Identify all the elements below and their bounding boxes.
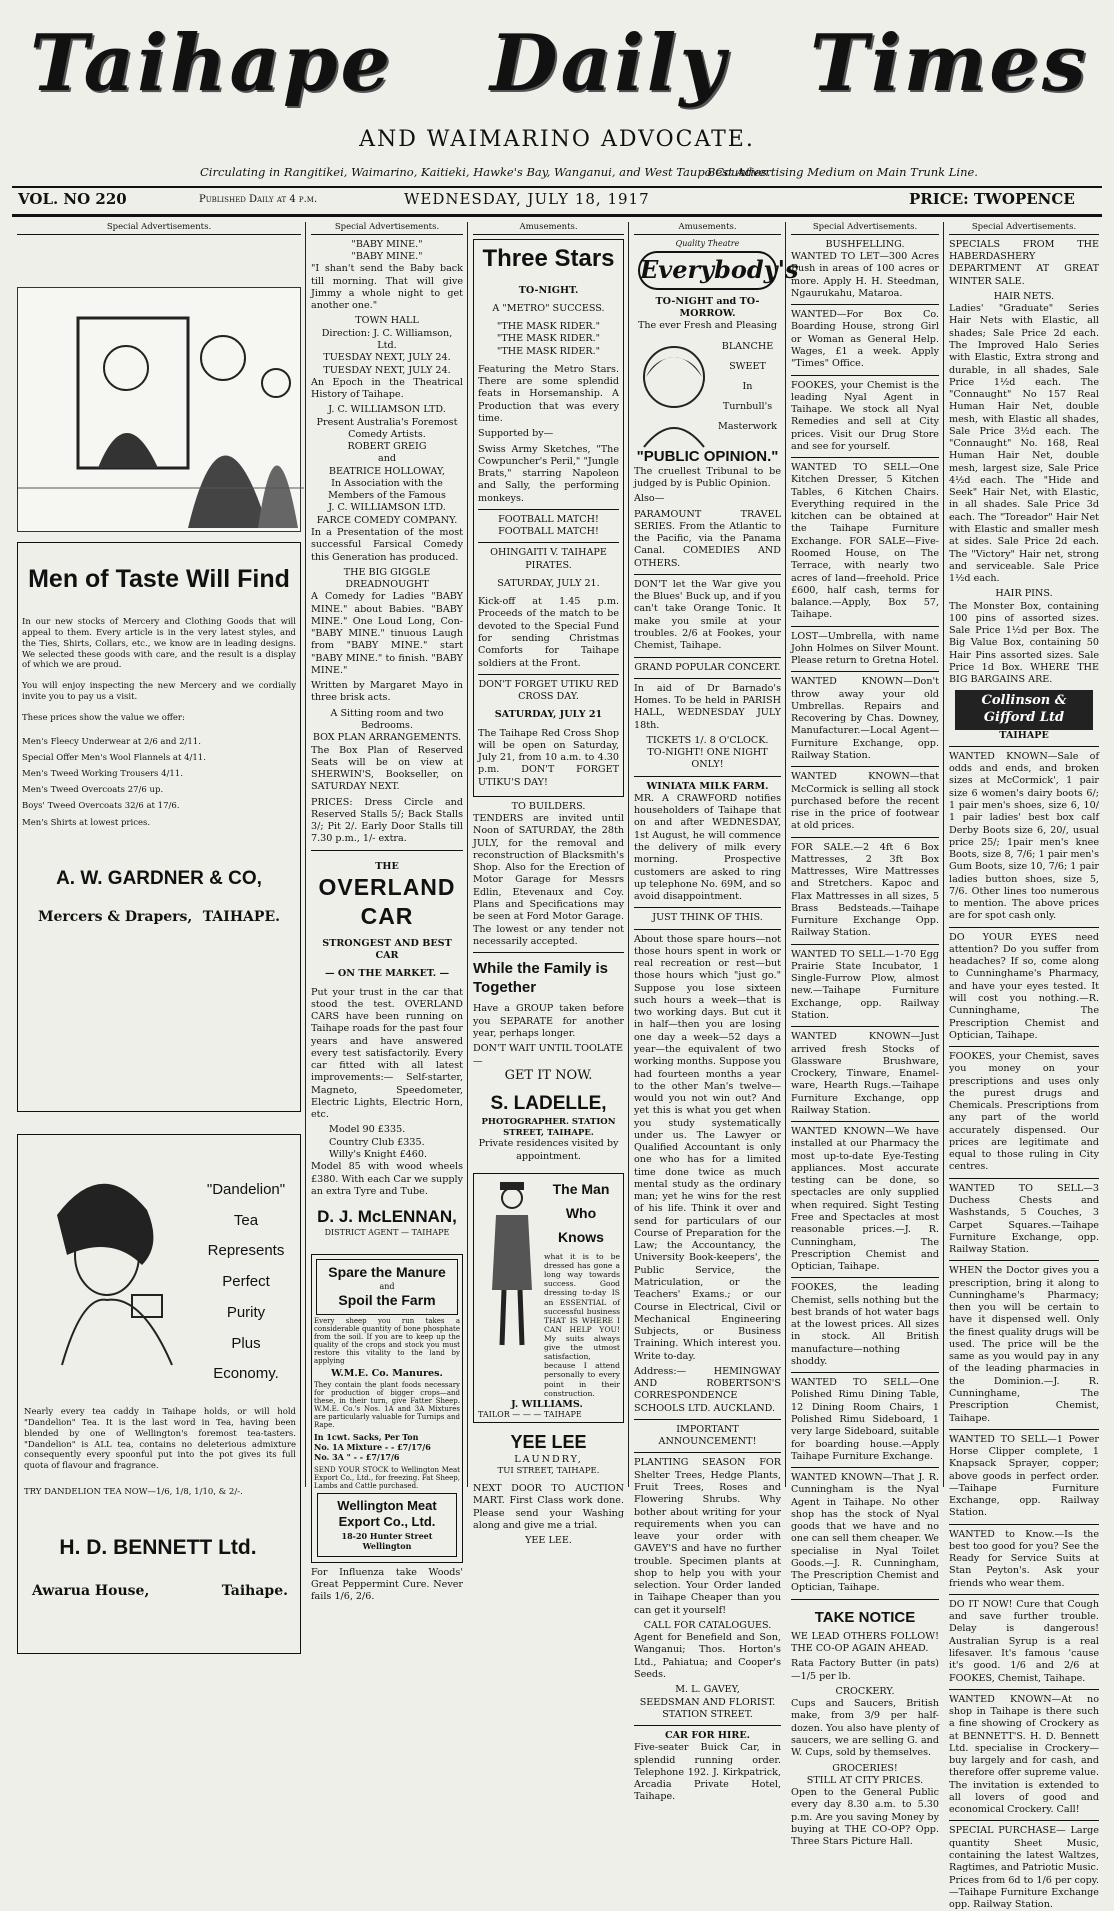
separator (791, 457, 939, 458)
separator (949, 927, 1099, 928)
tea-body: Nearly every tea caddy in Taihape holds, or will hold "Dandelion" Tea. It is the last word in Tea, having been blended by one of Wellington's foremost tea-tasters. "Dandelion" is ALL tea, contains no deleterious admixture consequently every spoonful put into the pot gives its full quota of flavour and fragrance. (24, 1406, 296, 1472)
price-item: Men's Tweed Overcoats 27/6 up. (22, 785, 164, 796)
catalogues: CALL FOR CATALOGUES. (643, 1619, 772, 1631)
column-header: Special Advertisements. (311, 222, 463, 235)
hair-pins-body: The Monster Box, containing 100 pins of assorted sizes. Sale Price 1½d per Box. The Big Value Box, containing 50 Hair Pins assorted sizes. Sale Price 1d Box. WHERE THE BIG BARGAINS ARE. (949, 600, 1099, 686)
price-item: Men's Fleecy Underwear at 2/6 and 2/11. (22, 736, 201, 747)
haberdashery-specials: SPECIALS FROM THE HABERDASHERY DEPARTMENT AT GREAT WINTER SALE. (949, 238, 1099, 287)
separator (949, 1689, 1099, 1690)
sat21: SATURDAY, JULY 21. (497, 577, 600, 589)
hair-pins-title: HAIR PINS. (995, 588, 1053, 600)
separator (949, 1046, 1099, 1047)
ladelle-name: S. LADELLE, (490, 1093, 607, 1115)
concert-body: In aid of Dr Barnado's Homes. To be held in PARISH HALL, WEDNESDAY JULY 18th. (634, 682, 781, 731)
classified-ad: DO IT NOW! Cure that Cough and save further trouble. Delay is dangerous! Australian Syrup is a real lifesaver. It's famous 'cause it's good. 1/6 and 2/6 at FOOKES, Chemist, Taihape. (949, 1598, 1099, 1684)
firm-address (22, 909, 296, 927)
issue-date: WEDNESDAY, JULY 18, 1917 (404, 190, 650, 208)
classified-ad: WANTED TO SELL—3 Duchess Chests and Washstands, 5 Couches, 3 Carpet Squares.—Taihape Furniture Exchange, opp. Railway Station. (949, 1182, 1099, 1256)
manure-line: Spoil the Farm (338, 1292, 436, 1309)
blanche-sweet-block (634, 337, 781, 447)
car-model: Model 90 £335. (329, 1124, 406, 1136)
separator (634, 776, 781, 777)
williams-tailor-ad (473, 1173, 624, 1423)
supported: Supported by— (478, 428, 554, 440)
separator (634, 929, 781, 930)
yee-lee-body: NEXT DOOR TO AUCTION MART. First Class work done. Please send your Washing along and give me a trial. (473, 1483, 624, 1531)
everybodys-logo: Everybody's (638, 251, 777, 290)
bushfelling: BUSHFELLING. (825, 238, 905, 250)
tea-price: TRY DANDELION TEA NOW—1/6, 1/8, 1/10, & 2/-. (24, 1486, 243, 1497)
yee-lee-name: YEE LEE (510, 1432, 587, 1452)
tea-slogan-line: Represents (207, 1242, 285, 1260)
gentleman-drawing (482, 1180, 542, 1350)
classified-ad: FOOKES, your Chemist, saves you money on your prescriptions and uses only the purest drugs and Chemicals. Prescriptions from any part of the world accurately dispensed. Our prices are legitimate and equal to those ruling in City centres. (949, 1051, 1099, 1173)
farce-company: J. C. WILLIAMSON LTD. FARCE COMEDY COMPANY. (316, 502, 458, 526)
concert: GRAND POPULAR CONCERT. (634, 661, 781, 673)
venue: TOWN HALL (355, 315, 419, 327)
car-hire-body: Five-seater Buick Car, in splendid running order. Telephone 192. J. Kirkpatrick, Arcadia Private Hotel, Taihape. (634, 1742, 781, 1803)
classified-ad: WANTED KNOWN—We have installed at our Pharmacy the most up-to-date Eye-Testing appliances. Most accurate testing can be done, so spectacles are only supplied when required. Sight Testing Free and Spectacles at most reasonable prices.—J. R. Cunningham, The Prescription Chemist and Optician, Taihape. (791, 1126, 939, 1273)
separator (791, 375, 939, 376)
family-title: While the Family is Together (473, 960, 609, 997)
utiku-date: SATURDAY, JULY 21 (494, 709, 603, 721)
bennett-house: Awarua House, (32, 1582, 150, 1599)
tui-street: TUI STREET, TAIHAPE. (497, 1466, 600, 1477)
man-line: Who (565, 1204, 597, 1221)
three-stars-ad (473, 239, 624, 797)
photographer: PHOTOGRAPHER. STATION STREET, TAIHAPE. (481, 1116, 616, 1138)
column-3 (470, 222, 627, 1547)
butter: Rata Factory Butter (in pats)—1/5 per lb. (791, 1658, 939, 1682)
star-line: In (742, 380, 753, 392)
date-line: TUESDAY NEXT, JULY 24. (323, 364, 451, 376)
gavey-name: M. L. GAVEY, (675, 1684, 740, 1696)
tea-slogan (196, 1175, 296, 1390)
column-header: Special Advertisements. (949, 222, 1099, 235)
mask-rider: "THE MASK RIDER." (496, 321, 601, 333)
column-divider (305, 222, 306, 1487)
take-notice: TAKE NOTICE (814, 1608, 916, 1626)
dateline-rule (12, 214, 1102, 217)
car-models (311, 1124, 463, 1161)
also: Also— (634, 493, 665, 505)
separator (791, 944, 939, 945)
masthead (20, 10, 1100, 120)
star-line: Masterwork (718, 421, 777, 433)
tea-slogan-line: Purity (226, 1303, 266, 1321)
separator (791, 1121, 939, 1122)
separator (478, 542, 619, 543)
collinson-town: TAIHAPE (999, 729, 1049, 741)
separator (949, 1594, 1099, 1595)
tea-slogan-line: "Dandelion" (206, 1180, 286, 1198)
man-line: Knows (558, 1228, 604, 1245)
gardner-ad (17, 542, 301, 1112)
column-5 (788, 222, 942, 1848)
star-line: Turnbull's (722, 401, 773, 413)
masthead-word-daily: Daily (490, 18, 728, 109)
agent-name: D. J. McLENNAN, (317, 1207, 457, 1227)
kick-off: Kick-off at 1.45 p.m. Proceeds of the match to be devoted to the Special Fund for sending Christmas Comforts for Taihape soldiers at the Front. (478, 596, 619, 669)
association: In Association with the Members of the Famous (328, 477, 446, 502)
circulating-line: Circulating in Rangitikei, Waimarino, Kaitieki, Hawke's Bay, Wanganui, and West Taupo Counties. (200, 165, 771, 179)
box-plan-title: BOX PLAN ARRANGEMENTS. (312, 732, 462, 744)
separator (791, 1277, 939, 1278)
dreadnought: THE BIG GIGGLE DREADNOUGHT (343, 566, 431, 591)
manure-and: and (379, 1281, 395, 1291)
paramount: PARAMOUNT TRAVEL SERIES. From the Atlantic to the Pacific, via the Panama Canal. COMEDIES AND OTHERS. (634, 508, 781, 569)
dandelion-tea-ad (17, 1134, 301, 1654)
metro: A "METRO" SUCCESS. (492, 302, 605, 314)
crockery-body: Cups and Saucers, British make, from 3/9 per half-dozen. You also have plenty of saucers, we are selling G. and W. Cups, sold by themselves. (791, 1698, 939, 1759)
city-prices: STILL AT CITY PRICES. (806, 1774, 924, 1786)
wait-line: DON'T WAIT UNTIL TOOLATE— (473, 1043, 623, 1067)
box-plan: The Box Plan of Reserved Seats will be on view at SHERWIN'S, Bookseller, on SATURDAY NEXT. (311, 744, 463, 793)
separator (791, 626, 939, 627)
manure-body: Every sheep you run takes a considerable quantity of bone phosphate from the soil. If you are to keep up the quality of the crops and stock you must restore this vitality to the land by applying (314, 1317, 460, 1366)
separator (949, 1820, 1099, 1821)
send-stock: SEND YOUR STOCK to Wellington Meat Export Co., Ltd., for freezing. Fat Sheep, Lambs and Cattle purchased. (314, 1465, 460, 1490)
car-model: Willy's Knight £460. (329, 1149, 428, 1161)
separator (791, 837, 939, 838)
baby-mine-line: "BABY MINE." (351, 238, 423, 250)
important: IMPORTANT ANNOUNCEMENT! (658, 1423, 757, 1448)
classified-ad: WANTED TO LET—300 Acres Bush in areas of 100 acres or more. Apply H. H. Steedman, Ngaurukahu, Mataroa. (791, 251, 939, 299)
builders-title: TO BUILDERS. (511, 800, 586, 812)
classified-ad: FOOKES, your Chemist is the leading Nyal Agent in Taihape. We stock all Nyal Remedies and sell at City prices. Visit our Drug Store and see for yourself. (791, 379, 939, 452)
man-line: The Man (552, 1181, 610, 1197)
groceries: GROCERIES! (832, 1762, 898, 1774)
column-2 (308, 222, 466, 1603)
classified-ad: WANTED KNOWN—At no shop in Taihape is there such a fine showing of Crockery as at BENNETT'S. H. D. Bennett Ltd. specialise in Crockery—buy largely and for cash, and therefore offer supreme value. The invitation is extended to all lovers of good and economical Crockery. Call! (949, 1693, 1099, 1816)
separator (634, 1419, 781, 1420)
separator (791, 766, 939, 767)
classified-ad: WANTED KNOWN—Sale of odds and ends, and broken sizes at McCormick', 1 pair size 6 women's dairy boots 6/; 1 pair men's shoes, size 6, 10/ 1 pair ladies' best box calf Derby Boots size 6, 20/, usual price 25/; 1pair men's knee Boots, size 8, 7/6; 1 pair men's Gum Boots, size 10, 7/6; 1 pair ladies button shoes, size 5, 7/6. Other lines too numerous to mention. The above prices are for spot cash only. (949, 750, 1099, 922)
separator (791, 304, 939, 305)
ad-title: Men of Taste Will Find (28, 564, 290, 593)
separator (791, 671, 939, 672)
advocate-subtitle: AND WAIMARINO ADVOCATE. (359, 127, 755, 152)
classified-ad: WANTED TO SELL—1 Power Horse Clipper complete, 1 Knapsack Sprayer, copper; above goods in perfect order.—Taihape Furniture Exchange, opp. Railway Station. (949, 1433, 1099, 1519)
classified-ad: WANTED TO SELL—One Kitchen Dresser, 5 Kitchen Tables, 6 Kitchen Chairs. Everything required in the kitchen can be obtained at the Taihape Furniture Exchange. FOR SALE—Five-Roomed House, on The Terrace, with nearly two acres of land—freehold. Price £600, half cash, terms for balance.—Apply, Box 57, Taihape. (791, 462, 939, 621)
price-intro: In 1cwt. Sacks, Per Ton (314, 1431, 419, 1442)
public-opinion: "PUBLIC OPINION." (636, 447, 779, 465)
separator (949, 746, 1099, 747)
wme-body: They contain the plant foods necessary for production of bigger crops—and these, in their turn, give Fatter Sheep. W.M.E. Co.'s Nos. 1A and 3A Mixtures are particularly valuable for Turnips and Rape. (314, 1380, 460, 1429)
volume-number: VOL. NO 220 (18, 190, 127, 208)
and: and (377, 453, 397, 465)
classified-ad: WANTED TO SELL—1-70 Egg Prairie State Incubator, 1 Single-Furrow Plow, almost new.—Taihape Furniture Exchange, opp. Railway Station. (791, 948, 939, 1022)
top-rule (12, 186, 1102, 188)
manure-headline (316, 1259, 458, 1315)
column-divider (785, 222, 786, 1487)
separator (634, 678, 781, 679)
one-night: TO-NIGHT! ONE NIGHT ONLY! (647, 747, 768, 771)
swiss: Swiss Army Sketches, "The Cowpuncher's Peril," "Jungle Brats," starring Napoleon and Sally, the performing monkeys. (478, 443, 619, 504)
just-think: JUST THINK OF THIS. (652, 912, 763, 924)
just-body: About those spare hours—not those hours spent in work or real recreation or rest—but those hours which "just go." Suppose you lose sixteen such hours a week—that is two working days. But cut it in half—then you are losing one day a week—52 days a year—the equivalent of two working months. Suppose you had fourteen months a year to the other Man's twelve—would you not win out? And yet this is what you get when you study systematically under us. The Lawyer or Qualified Accountant is only one who has for a limited time done twice as much mental study as the ordinary man; yet he wins for the rest of his life. Think it over and send for particulars of our Course of Preparation for the Law; the Accountancy, the University Book-keepers', the Public Service, the Matriculation, or the Teachers' Exams.; or our Course in Electrical, Civil or Mechanical Engineering Subjects, or Business Training. Which interest you. Write to-day. (634, 933, 781, 1362)
column-header: Amusements. (473, 222, 624, 235)
column-4 (631, 222, 799, 1803)
get-it-now: GET IT NOW. (504, 1067, 593, 1083)
gavey-agent: Agent for Benefield and Son, Wanganui; Thos. Horton's Ltd., Pahiatua; and Cooper's Seeds. (634, 1632, 781, 1680)
co-op-hours: Open to the General Public every day 8.30 a.m. to 5.30 p.m. Are you saving Money by buying at THE CO-OP? Opp. Three Stars Picture Hall. (791, 1787, 939, 1848)
cruellest: The cruellest Tribunal to be judged by is Public Opinion. (634, 465, 781, 490)
wellington-name: Wellington Meat Export Co., Ltd. (337, 1497, 437, 1530)
actress: BEATRICE HOLLOWAY, (328, 465, 446, 477)
separator (634, 1725, 781, 1726)
williams: J. WILLIAMS. (511, 1399, 583, 1410)
separator (949, 1429, 1099, 1430)
classified-ad: WANTED KNOWN—That J. R. Cunningham is the Nyal Agent in Taihape. No other shop has the stock of Nyal goods that we have and no one can sell them cheaper. We specialise in Nyal Toilet Goods.—J. R. Cunningham, The Prescription Chemist and Optician, Taihape. (791, 1472, 939, 1594)
utiku: DON'T FORGET UTIKU RED CROSS DAY. (478, 678, 619, 703)
classified-ad: WANTED—For Box Co. Boarding House, strong Girl or Woman as General Help. Wages, £1 a week. Apply "Times" Office. (791, 309, 939, 370)
column-divider (628, 222, 629, 1487)
separator (634, 574, 781, 575)
wellington-box (317, 1493, 457, 1557)
car-sub: STRONGEST AND BEST CAR (322, 937, 452, 962)
separator (634, 907, 781, 908)
column-1 (14, 222, 304, 1599)
firm-town: TAIHAPE. (202, 909, 280, 926)
classified-ad: WANTED TO SELL—One Polished Rimu Dining Table, 12 Dining Room Chairs, 1 Polished Rimu Sideboard, 1 very large Sideboard, suitable for boarding house.—Apply Taihape Furniture Exchange. (791, 1377, 939, 1462)
laundry: LAUNDRY, (514, 1454, 583, 1466)
manure-line: Spare the Manure (328, 1264, 446, 1281)
classified-ad: DO YOUR EYES need attention? Do you suffer from headaches? If so, come along to Cunninghame's Pharmacy, and have your eyes tested. It will cost you nothing.—R. Cunninghame, The Prescription Chemist and Optician, Taihape. (949, 931, 1099, 1041)
separator (791, 1599, 939, 1600)
column-header: Amusements. (634, 222, 781, 235)
direction: Direction: J. C. Williamson, Ltd. (321, 327, 453, 351)
ever-fresh: The ever Fresh and Pleasing (637, 320, 778, 332)
classified-ad: WANTED KNOWN—Just arrived fresh Stocks of Glassware Brushware, Crockery, Tinware, Enamel-ware, Hearth Rugs.—Taihape Furniture Exchange, opp Railway Station. (791, 1031, 939, 1116)
classified-ad: SPECIAL PURCHASE— Large quantity Sheet Music, containing the latest Waltzes, Ragtimes, and Patriotic Music. Prices from 6d to 1/6 per copy.—Taihape Furniture Exchange opp. Railway Station. (949, 1825, 1099, 1911)
actress-portrait (634, 337, 714, 447)
mixture-price: No. 3A " - - £7/17/6 (314, 1452, 400, 1463)
published-note: Published Daily at 4 p.m. (199, 194, 318, 205)
star-credits (714, 337, 781, 447)
epoch: An Epoch in the Theatrical History of Taihape. (311, 376, 463, 401)
price-item: Men's Tweed Working Trousers 4/11. (22, 769, 183, 780)
firm-name: A. W. GARDNER & CO, (56, 867, 262, 889)
separator (478, 674, 619, 675)
comedy-lines: A Comedy for Ladies "BABY MINE." about Babies. "BABY MINE." One Loud Long, Con- "BABY MINE." tinuous Laugh from "BABY MINE." start "BABY MINE." to finish. "BABY MINE." (311, 591, 463, 676)
star-line: SWEET (729, 360, 766, 372)
dateline (14, 190, 1100, 214)
overland-title: OVERLAND CAR (318, 873, 456, 930)
car-body: Put your trust in the car that stood the test. OVERLAND CARS have been running on Taihape roads for the past four years and have answered every test satisfactorily. Every car fitted with all latest improvements:— Self-starter, Magneto, Speedometer, Electric Lights, Electric Horn, etc. (311, 986, 463, 1121)
builders-body: TENDERS are invited until Noon of SATURDAY, the 28th JULY, for the removal and reconstruction of Blacksmith's Shop. Also for the Erection of Motor Garage for Messrs Edlin, Etevenaux and Coy. Plans and Specifications may be seen at Ford Motor Garage. The lowest or any tender not necessarily accepted. (473, 813, 624, 947)
bennett-name: H. D. BENNETT Ltd. (59, 1535, 257, 1559)
tea-slogan-line: Plus (231, 1334, 261, 1352)
prices-intro: These prices show the value we offer: (22, 713, 185, 723)
classified-ad: WANTED to Know.—Is the best too good for you? See the Ready for Service Suits at Stan Peyton's. Ask your friends who wear them. (949, 1528, 1099, 1589)
actor: ROBERT GREIG (347, 441, 427, 453)
date-line: TUESDAY NEXT, JULY 24. (323, 352, 451, 364)
tailor-line: TAILOR — — — TAIHAPE (478, 1410, 582, 1419)
man-body: what it is to be dressed has gone a long way towards success. Good dressing to-day IS an ESSENTIAL of successful business THAT IS WHERE I CAN HELP YOU! My suits always give the utmost satisfaction, because I attend personally to every point in their construction. (544, 1252, 620, 1398)
separator (949, 1260, 1099, 1261)
price-item: Men's Shirts at lowest prices. (22, 817, 151, 828)
collinson-logo: Collinson & Gifford Ltd (955, 690, 1093, 729)
column-header: Special Advertisements. (791, 222, 939, 235)
wellington-address: 18-20 Hunter Street Wellington (341, 1531, 433, 1552)
column-divider (943, 222, 944, 1487)
mask-rider: "THE MASK RIDER." (496, 333, 601, 345)
yee-lee-signature: YEE LEE. (525, 1535, 572, 1547)
firm-trade: Mercers & Drapers, (38, 909, 193, 926)
column-6 (946, 222, 1102, 1911)
masthead-word-times: Times (810, 18, 1089, 109)
ad-body: In our new stocks of Mercery and Clothing Goods that will appeal to them. Every article is in the very latest styles, and the Ties, Shirts, Collars, etc., we know are in leading designs. We selected these goods with care, and the result is a display of which we are proud. (22, 616, 296, 671)
manure-ad (311, 1254, 463, 1562)
separator (473, 952, 624, 953)
classified-ad: LOST—Umbrella, with name John Holmes on Silver Mount. Please return to Gretna Hotel. (791, 630, 939, 667)
quality-theatre: Quality Theatre (675, 238, 740, 248)
car-model: Country Club £335. (329, 1136, 425, 1148)
separator (634, 657, 781, 658)
wme-title: W.M.E. Co. Manures. (331, 1368, 443, 1380)
rooms: A Sitting room and two Bedrooms. (330, 707, 444, 731)
baby-mine-line: "BABY MINE." (351, 251, 423, 263)
milk-farm: WINIATA MILK FARM. (646, 780, 769, 792)
private: Private residences visited by appointment. (478, 1138, 619, 1162)
tea-slogan-line: Tea (233, 1211, 259, 1229)
hair-nets-title: HAIR NETS. (993, 290, 1055, 302)
classified-ad: WANTED KNOWN—that McCormick is selling all stock purchased before the recent rise in the price of footwear at old prices. (791, 771, 939, 832)
price-item: Special Offer Men's Wool Flannels at 4/11. (22, 753, 206, 764)
crockery-title: CROCKERY. (835, 1685, 895, 1697)
tonight-tomorrow: TO-NIGHT and TO-MORROW. (655, 295, 760, 320)
utiku-body: The Taihape Red Cross Shop will be open on Saturday, July 21, from 10 a.m. to 4.30 p.m. DON'T FORGET UTIKU'S DAY! (478, 727, 619, 788)
football: FOOTBALL MATCH! (498, 526, 599, 538)
ad-invite: You will enjoy inspecting the new Mercery and we cordially invite you to pay us a visit. (22, 681, 296, 703)
separator (791, 1467, 939, 1468)
planting: PLANTING SEASON FOR Shelter Trees, Hedge Plants, Fruit Trees, Roses and Flowering Shrubs. Why bother about writing for your requirements when you can leave your order with GAVEY'S and have no further trouble. Specimen plants at shop to help you with your selection. Your Order landed in Taihape Cheaper than you can get it yourself! (634, 1457, 781, 1616)
three-stars-title: Three Stars (482, 244, 615, 272)
football: FOOTBALL MATCH! (498, 513, 599, 525)
best-medium-line: Best Advertising Medium on Main Trunk Line. (707, 165, 978, 179)
seedsman: SEEDSMAN AND FLORIST. STATION STREET. (639, 1696, 776, 1720)
co-op-slogan: WE LEAD OTHERS FOLLOW! THE CO-OP AGAIN AHEAD. (791, 1630, 939, 1655)
masthead-word-taihape: Taihape (30, 18, 394, 109)
classified-ad: FOOKES, the leading Chemist, sells nothing but the best brands of hot water bags at the lowest prices. All sizes in stock. All British manufacture—nothing shoddy. (791, 1282, 939, 1367)
influenza-ad: For Influenza take Woods' Great Peppermint Cure. Never fails 1/6, 2/6. (311, 1566, 463, 1603)
column-divider (467, 222, 468, 1487)
mask-rider: "THE MASK RIDER." (496, 345, 601, 357)
car-the: THE (375, 860, 399, 872)
bennett-town: Taihape. (221, 1582, 288, 1599)
agent-role: DISTRICT AGENT — TAIHAPE (324, 1227, 450, 1237)
written-by: Written by Margaret Mayo in three brisk acts. (311, 680, 463, 704)
price-list (22, 734, 296, 831)
mask-body: Featuring the Metro Stars. There are some splendid feats in Horsemanship. A Production that was every time. (478, 363, 619, 424)
star-line: BLANCHE (721, 340, 774, 352)
car-hire: CAR FOR HIRE. (664, 1730, 751, 1742)
tickets: TICKETS 1/. 8 O'CLOCK. (646, 734, 769, 746)
tailor-illustration (17, 287, 301, 532)
company: J. C. WILLIAMSON LTD. (328, 404, 446, 416)
milk-body: MR. A CRAWFORD notifies householders of Taihape that on and after WEDNESDAY, 1st August, he will commence the delivery of milk every morning. Prospective customers are asked to ring up telephone No. 69M, and so avoid disappointment. (634, 792, 781, 903)
classified-ad: FOR SALE.—2 4ft 6 Box Mattresses, 2 3ft Box Mattresses, Wire Mattresses and Stretchers. Kapoc and Flax Mattresses in all sizes, 5 Brass Bedsteads.—Taihape Furniture Exchange Opp. Railway Station. (791, 841, 939, 939)
tea-slogan-line: Economy. (213, 1365, 279, 1383)
presentation: In a Presentation of the most successful Farsical Comedy this Generation has produced. (311, 526, 463, 563)
man-headline (546, 1178, 616, 1249)
tonight: TO-NIGHT. (518, 284, 579, 296)
gentlemen-mirror-drawing (18, 288, 304, 533)
separator (791, 1372, 939, 1373)
tea-slogan-line: Perfect (222, 1273, 270, 1291)
separator (949, 1524, 1099, 1525)
price: PRICE: TWOPENCE (909, 190, 1075, 208)
hair-nets-body: Ladies' "Graduate" Series Hair Nets with Elastic, all shades; Sale Price 2d each. The Improved Halo Series with Elastic, Extra strong and durable, in all shades, Sale Price 1½d each. The "Connaught" No 157 Real Human Hair Net, double mesh, with Elastic all shades, Sale Price 3½d each. The "Connaught" No. 168, Real Human Hair Net, double mesh, largest size, Sale Price 4½d each. The "Hide and Seek" Hair Net, with Elastic, in all shades. Sale Price 3d each. The "Toreador" Hair Net with Elastic and smaller mesh at sides. Sale Price 2d each. The "Victory" Hair net, strong and serviceable. Sale Price 1½d each. (949, 303, 1099, 585)
present: Present Australia's Foremost Comedy Artists. (316, 416, 458, 440)
car-sub: — ON THE MARKET. — (324, 968, 450, 980)
separator (949, 1178, 1099, 1179)
correspondence-address: Address:— HEMINGWAY AND ROBERTSON'S CORRESPONDENCE SCHOOLS LTD. AUCKLAND. (634, 1365, 781, 1414)
car-tail: Model 85 with wood wheels £380. With each Car we supply an extra Tyre and Tube. (311, 1161, 463, 1197)
prices: PRICES: Dress Circle and Reserved Stalls 5/; Back Stalls 3/; Pit 2/. Early Door Stalls till 7.30 p.m., 1/- extra. (311, 796, 463, 845)
separator (311, 850, 463, 851)
separator (791, 1026, 939, 1027)
woman-with-teacup-drawing (22, 1155, 182, 1365)
separator (478, 509, 619, 510)
pirates: OHINGAITI V. TAIHAPE PIRATES. (490, 547, 607, 571)
classified-ad: WHEN the Doctor gives you a prescription, bring it along to Cunninghame's Pharmacy; then you will be certain to have it dispensed well. Only the finest quality drugs will be used. The price will be the same as you would pay in any of the leading pharmacies in the Dominion.—J. R. Cunninghame, The Prescription Chemist, Taihape. (949, 1265, 1099, 1424)
separator (634, 1452, 781, 1453)
mixture-price: No. 1A Mixture - - £7/17/6 (314, 1442, 431, 1453)
column-header: Special Advertisements. (17, 222, 301, 235)
classified-ad: WANTED KNOWN—Don't throw away your old Umbrellas. Repairs and Recovering by Chas. Downey, Manufacturer.—Local Agent—Furniture Exchange, opp. Railway Station. (791, 676, 939, 761)
bennett-address (32, 1583, 288, 1601)
war-blues: DON'T let the War give you the Blues' Buck up, and if you can't take Orange Tonic. It make you smile at your troubles. 2/6 at Fookes, your Chemist, Taihape. (634, 578, 781, 652)
price-item: Boys' Tweed Overcoats 32/6 at 17/6. (22, 801, 180, 812)
family-body: Have a GROUP taken before you SEPARATE for another year, perhaps longer. (473, 1003, 624, 1039)
quote: "I shan't send the Baby back till morning. That will give Jimmy a whole night to get another one." (311, 263, 463, 312)
